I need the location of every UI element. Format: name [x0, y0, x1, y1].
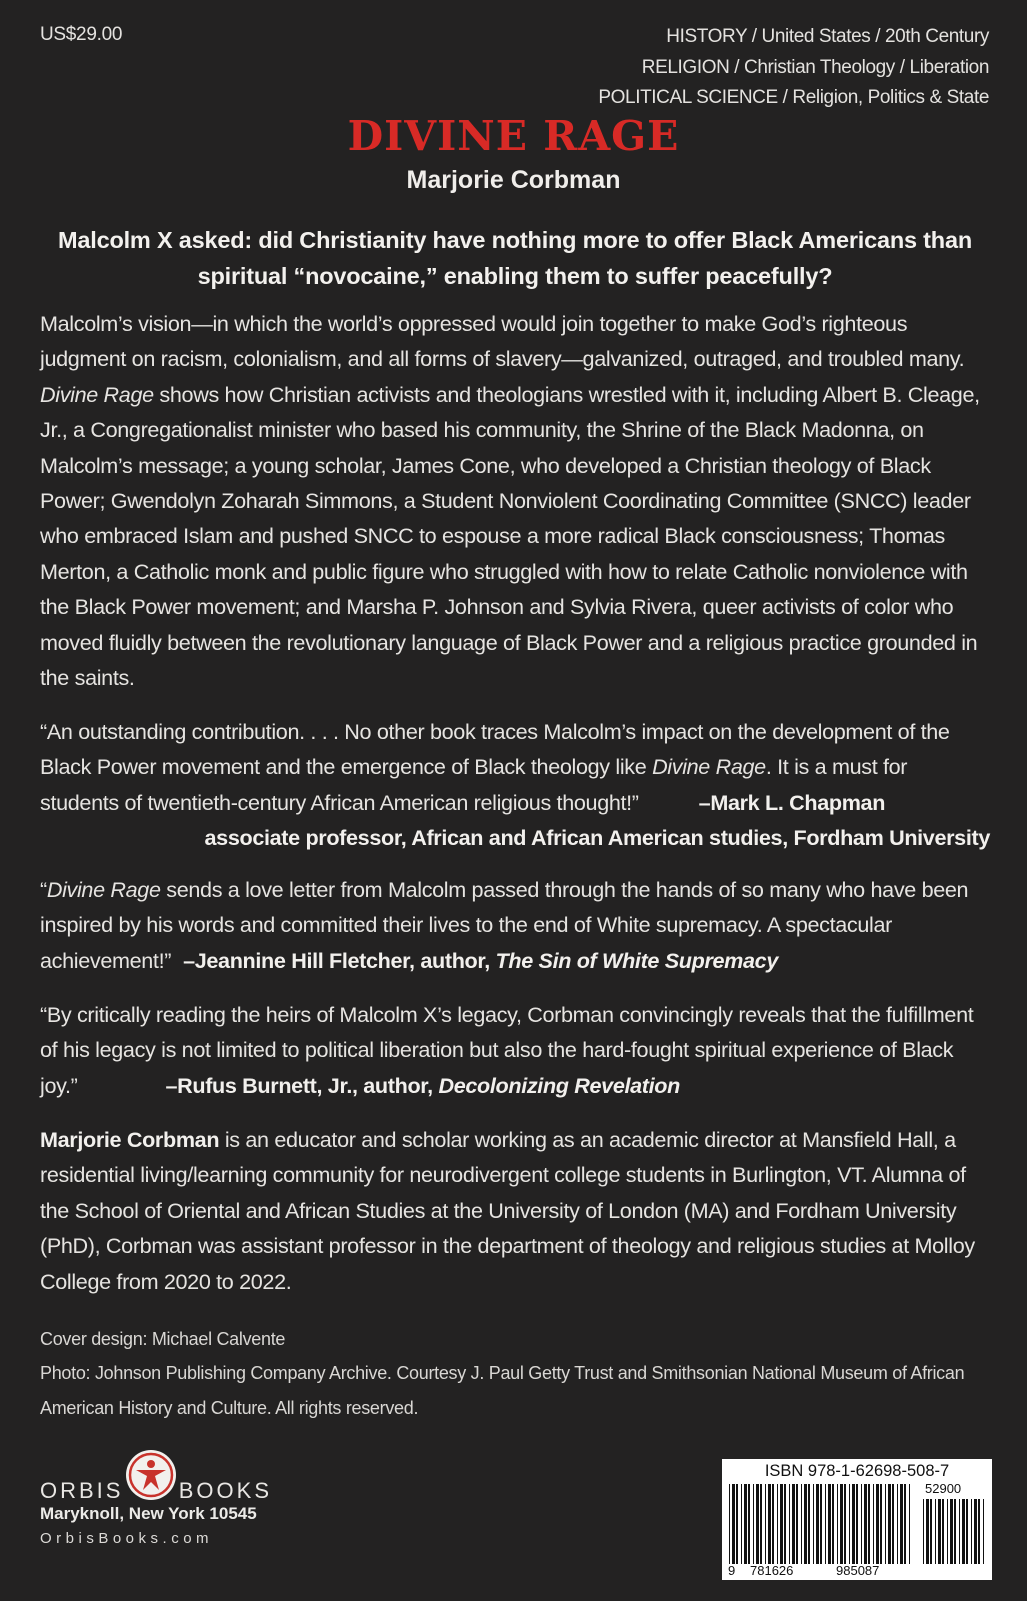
blurb-attribution-name: –Rufus Burnett, Jr., author, [165, 1072, 439, 1098]
blurb-text-end: . It is a must for students of twentieth-century African American religious thought!” [40, 754, 908, 815]
category-religion: RELIGION / Christian Theology / Liberation [641, 56, 989, 78]
price: US$29.00 [40, 24, 123, 45]
blurb-book-title: Divine Rage [652, 754, 766, 780]
blurb-attribution-work: The Sin of White Supremacy [495, 947, 778, 973]
description-part1: Malcolm’s vision—in which the world’s oppressed would join together to make God’s righteous judgment on racism, colonialism, and all forms of slavery—galvanized, outraged, and troubled many. [40, 311, 965, 372]
publisher-name-left: ORBIS [40, 1478, 124, 1503]
blurb-book-title: Divine Rage [46, 877, 161, 902]
barcode-digits-left: 781626 [750, 1563, 794, 1578]
blurb-fletcher [40, 872, 990, 978]
blurb-attribution [183, 948, 778, 973]
blurb-text: sends a love letter from Malcolm passed through the hands of so many who have been inspired by his words and committed their lives to the end of White supremacy. A spectacular achievement!” [40, 877, 969, 973]
category-political-science: POLITICAL SCIENCE / Religion, Politics & State [598, 87, 989, 108]
addon-barcode-bars [922, 1499, 986, 1564]
author-bio [40, 1122, 990, 1299]
barcode-digit-prefix: 9 [728, 1563, 736, 1578]
description-part2: shows how Christian activists and theologians wrestled with it, including Albert B. Cleage, Jr., a Congregationalist minister who based his community, the Shrine of the Black Madonna, on Malcolm’s message; a young scholar, James Cone, who developed a Christian theology of Black Power; Gwendolyn Zoharah Simmons, a Student Nonviolent Coordinating Committee (SNCC) leader who embraced Islam and pushed SNCC to espouse a more radical Black consciousness; Thomas Merton, a Catholic monk and public figure who struggled with how to relate Catholic nonviolence with the Black Power movement; and Marsha P. Johnson and Sylvia Rivera, queer activists of color who moved fluidly between the revolutionary language of Black Power and a religious practice grounded in the saints. [40, 381, 980, 691]
blurb-burnett [40, 997, 990, 1103]
blurb-open-quote: “ [40, 877, 47, 902]
isbn-number: ISBN 978-1-62698-508-7 [764, 1462, 950, 1480]
description-book-title: Divine Rage [40, 381, 154, 407]
isbn-barcode [722, 1459, 992, 1580]
blurb-attribution: –Mark L. Chapman [698, 789, 886, 815]
publisher-name-right: BOOKS [178, 1478, 272, 1503]
blurb-text: “By critically reading the heirs of Malcolm X’s legacy, Corbman convincingly reveals that the fulfillment of his legacy is not limited to political liberation but also the hard-fought spiritual experience of Black joy.” [40, 1002, 974, 1098]
orbis-logo-icon [126, 1450, 176, 1500]
blurb-attribution-title: associate professor, African and African American studies, Fordham University [204, 825, 990, 851]
book-title: DIVINE RAGE [347, 112, 680, 160]
lead-question: Malcolm X asked: did Christianity have nothing more to offer Black Americans than spiritual “novocaine,” enabling them to suffer peacefully? [58, 227, 972, 289]
photo-credit: Photo: Johnson Publishing Company Archive. Courtesy J. Paul Getty Trust and Smithsonian National Museum of African American History and Culture. All rights reserved. [40, 1363, 965, 1418]
publisher-address: Maryknoll, New York 10545 [40, 1504, 257, 1523]
bisac-categories [598, 22, 989, 114]
blurb-attribution-work: Decolonizing Revelation [438, 1072, 680, 1098]
author-name: Marjorie Corbman [406, 166, 621, 194]
description [40, 306, 990, 695]
bio-author-name: Marjorie Corbman [40, 1127, 220, 1152]
blurb-attribution [165, 1073, 680, 1098]
bio-text: is an educator and scholar working as an academic director at Mansfield Hall, a residential living/learning community for neurodivergent college students in Burlington, VT. Alumna of the School of Oriental and African Studies at the University of London (MA) and Fordham University (PhD), Corbman was assistant professor in the department of theology and religious studies at Molloy College from 2020 to 2022. [40, 1127, 975, 1294]
cover-design-credit: Cover design: Michael Calvente [40, 1329, 286, 1349]
blurb-attribution-name: –Jeannine Hill Fletcher, author, [183, 947, 496, 973]
barcode-price-code: 52900 [925, 1481, 962, 1496]
publisher-website: OrbisBooks.com [40, 1530, 214, 1547]
category-history: HISTORY / United States / 20th Century [666, 26, 989, 47]
blurb-text: “An outstanding contribution. . . . No other book traces Malcolm’s impact on the development of the Black Power movement and the emergence of Black theology like [40, 719, 950, 780]
ean-barcode-bars [728, 1484, 914, 1564]
blurb-chapman [40, 714, 990, 856]
barcode-digits-right: 985087 [836, 1563, 880, 1578]
